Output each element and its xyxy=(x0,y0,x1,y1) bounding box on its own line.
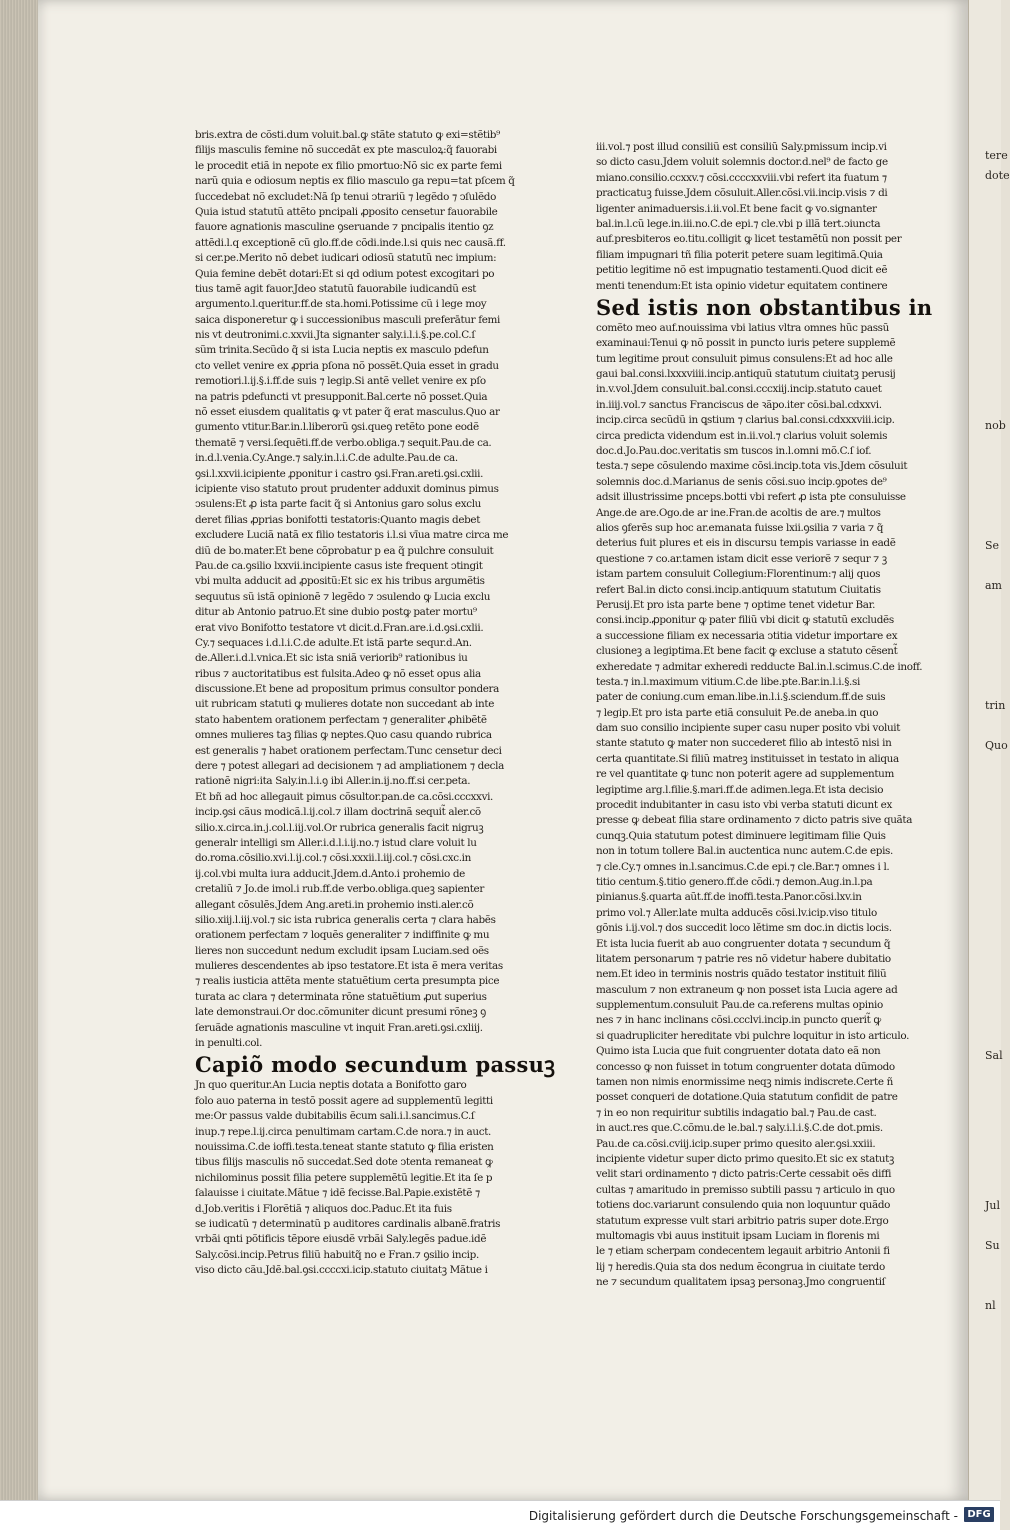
text-line: saica disponeretur ꝙ i successionibus masculi preferātur femi xyxy=(195,313,500,326)
text-line: menti tenendum:Et ista opinio videtur equitatem continere xyxy=(596,279,888,292)
text-line: petitio legitime nõ est impugnatio testamenti.Quod dicit eẽ xyxy=(596,264,888,277)
facing-page-fragment: Quo xyxy=(985,739,1008,752)
text-line: me:Or passus valde dubitabilis ẽcum sali.i.l.sancimus.C.ſ xyxy=(195,1110,475,1123)
text-line: multomagis vbi auus instituit ipsam Luciam in florenis mi xyxy=(596,1229,880,1242)
text-line: argumento.l.queritur.ff.de sta.homi.Potissime cũ i lege moy xyxy=(195,298,487,311)
text-line: cto vellet venire ex ꝓpria pſona nõ possẽt.Quia esset in gradu xyxy=(195,359,499,372)
text-line: gõnis i.ij.vol.⁊ dos succedit loco lĕtime sm doc.in dictis locis. xyxy=(596,922,892,935)
text-line: comẽto meo auf.nouissima vbi latius vltra omnes hũc passũ xyxy=(596,321,890,334)
text-line: in.d.l.venia.Cy.Ange.⁊ saly.in.l.i.C.de adulte.Pau.de ca. xyxy=(195,452,458,465)
text-line: ↄsulens:Et ꝓ ista parte facit q̃ si Antonius garo solus exclu xyxy=(195,498,482,511)
text-line: Cy.⁊ sequaces i.d.l.i.C.de adulte.Et istã parte sequr.d.An. xyxy=(195,636,472,649)
text-line: auf.presbiteros eo.titu.colligit ꝙ licet testamẽtũ non possit per xyxy=(596,233,902,246)
text-line: certa quantitate.Si filiũ matreꝫ instituisset in testato in aliqua xyxy=(596,752,899,765)
text-line: non in totum tollere Bal.in auctentica nunc autem.C.de epis. xyxy=(596,845,893,858)
text-line: clusioneꝫ a legiptima.Et bene facit ꝙ excluse a statuto cẽsent̃ xyxy=(596,645,898,658)
text-line: questione ⁊ co.ar.tamen istam dicit esse veriorẽ ⁊ sequr ⁊ ꝫ xyxy=(596,552,887,565)
text-line: consi.incip.ꝓponitur ꝙ pater filiũ vbi dicit ꝙ statutũ excludẽs xyxy=(596,614,894,627)
text-line: istam partem consuluit Collegium:Florentinum:⁊ alij quos xyxy=(596,568,881,581)
text-line: ribus ⁊ auctoritatibus est fulsita.Adeo ꝙ nõ esset opus alia xyxy=(195,667,481,680)
text-line: Saly.cõsi.incip.Petrus filiũ habuitq̃ no e Fran.⁊ ꝯsilio incip. xyxy=(195,1248,479,1261)
facing-page-edge xyxy=(968,0,1010,1500)
text-line: in auct.res que.C.cõmu.de le.bal.⁊ saly.i.l.i.§.C.de dot.pmis. xyxy=(596,1122,883,1135)
text-line: erat vivo Bonifotto testatore vt dicit.d.Fran.are.i.d.ꝯsi.cxlii. xyxy=(195,621,484,634)
text-line: tamen non nimis enormissime neqꝫ nimis indiscrete.Certe ñ xyxy=(596,1076,893,1089)
text-line: presse ꝙ debeat filia stare ordinamento ⁊ dicto patris sive quãta xyxy=(596,814,913,827)
facing-page-fragment: Se xyxy=(985,539,1000,552)
text-line: adsit illustrissime pnceps.botti vbi refert ꝓ ista pte consuluisse xyxy=(596,491,906,504)
text-line: ⁊ realis iusticia attẽta mente statuẽtium certa presumpta pice xyxy=(195,975,500,988)
facing-page-fragment: nl xyxy=(985,1299,996,1312)
funding-credit: Digitalisierung gefördert durch die Deutsche Forschungsgemeinschaft - xyxy=(528,1509,958,1523)
facing-page-fragment: trin xyxy=(985,699,1006,712)
text-line: nes ⁊ in hanc inclinans cõsi.ccclvi.incip.in puncto querit̃ ꝙ xyxy=(596,1014,881,1027)
text-line: sũm trinita.Secũdo q̃ si ista Lucia neptis ex masculo pdefun xyxy=(195,344,489,357)
section-heading: Capiõ modo secundum passuꝫ xyxy=(195,1052,556,1078)
text-line: in.v.vol.Jdem consuluit.bal.consi.cccxiij.incip.statuto cauet xyxy=(596,383,882,396)
text-line: testa.⁊ sepe cõsulendo maxime cõsi.incip.tota vis.Jdem cõsuluit xyxy=(596,460,908,473)
text-line: Pau.de ca.cõsi.cviij.icip.super primo quesito aler.ꝯsi.xxiii. xyxy=(596,1137,876,1150)
text-line: vrbãi qnti põtificis tẽpore eiusdẽ vrbãi Saly.legẽs padue.idẽ xyxy=(195,1233,487,1246)
text-line: rationẽ nigri:ita Saly.in.l.i.ꝯ ibi Aller.in.ij.no.ff.si cer.peta. xyxy=(195,775,471,788)
text-line: Jn quo queritur.An Lucia neptis dotata a Bonifotto garo xyxy=(195,1079,467,1092)
text-line: mulieres descendentes ab ipso testatore.Et ista ẽ mera veritas xyxy=(195,960,503,973)
text-line: fauore agnationis masculine ꝯseruande ⁊ pncipalis itentio ꝯz xyxy=(195,221,494,234)
text-line: lieres non succedunt nedum excludit ipsam Luciam.sed oẽs xyxy=(195,944,489,957)
text-line: uit rubricam statuti ꝙ mulieres dotate non succedant ab inte xyxy=(195,698,494,711)
text-line: est generalis ⁊ habet orationem perfectam.Tunc censetur deci xyxy=(195,744,502,757)
text-line: de.Aller.i.d.l.vnica.Et sic ista sniã veriorib⁹ rationibus iu xyxy=(195,652,468,665)
text-line: le procedit etiã in nepote ex filio pmortuo:Nõ sic ex parte femi xyxy=(195,159,502,172)
book-page xyxy=(38,0,968,1500)
text-line: procedit indubitanter in casu isto vbi verba statuti dicunt ex xyxy=(596,799,892,812)
text-line: posset conqueri de dotatione.Quia statutum confidit de patre xyxy=(596,1091,898,1104)
text-line: Pau.de ca.ꝯsilio lxxvii.incipiente casus iste frequent ↄtingit xyxy=(195,559,483,572)
text-line: filiam impugnari tñ filia poterit petere suam legitimã.Quia xyxy=(596,248,883,261)
text-line: miano.consilio.ccxxv.⁊ cõsi.ccccxxviii.vbi refert ita fuatum ⁊ xyxy=(596,171,887,184)
text-line: stante statuto ꝙ mater non succederet filio ab intestõ nisi in xyxy=(596,737,892,750)
text-line: ditur ab Antonio patruo.Et sine dubio postꝙ pater mortu⁹ xyxy=(195,606,477,619)
facing-page-fragment: Jul xyxy=(985,1199,1001,1212)
text-line: viso dicto cãu.Jdẽ.bal.ꝯsi.ccccxi.icip.statuto ciuitatꝫ Mãtue i xyxy=(195,1264,488,1277)
text-line: bal.in.l.cũ lege.in.iii.no.C.de epi.⁊ cle.vbi p illã tert.ↄiuncta xyxy=(596,217,881,230)
text-line: generalr intelligi sm Aller.i.d.l.i.ij.no.⁊ istud clare voluit lu xyxy=(195,836,477,849)
text-line: cunqꝫ.Quia statutum potest diminuere legitimam filie Quis xyxy=(596,829,886,842)
text-line: statutum expresse vult stari arbitrio patris super dote.Ergo xyxy=(596,1214,889,1227)
facing-page-fragment: tere xyxy=(985,149,1008,162)
text-line: ꝯsi.l.xxvii.icipiente ꝓponitur i castro ꝯsi.Fran.areti.ꝯsi.cxlii. xyxy=(195,467,484,480)
left-text-column xyxy=(195,128,555,1279)
text-line: primo vol.⁊ Aller.late multa adducẽs cõsi.lv.icip.viso titulo xyxy=(596,906,877,919)
text-line: bris.extra de cõsti.dum voluit.bal.ꝙ stãte statuto ꝙ exi=stẽtib⁹ xyxy=(195,129,500,141)
text-line: filijs masculis femine nõ succedãt ex pte masculoꝝ:q̃ fauorabi xyxy=(195,144,497,157)
text-line: vbi multa adducit ad ꝓpositũ:Et sic ex his tribus argumẽtis xyxy=(195,575,485,588)
book-edge xyxy=(0,0,38,1500)
text-line: ij.col.vbi multa iura adducit.Jdem.d.Anto.i prohemio de xyxy=(195,867,465,880)
text-line: incip.ꝯsi cãus modicã.l.ij.col.⁊ illam doctrinã sequit̃ aler.cõ xyxy=(195,806,481,819)
text-line: tibus filijs masculis nõ succedat.Sed dote ↄtenta remaneat ꝙ xyxy=(195,1156,493,1169)
text-line: refert Bal.in dicto consi.incip.antiquum statutum Ciuitatis xyxy=(596,583,881,596)
text-line: nouissima.C.de ioffi.testa.teneat stante statuto ꝙ filia eristen xyxy=(195,1141,494,1153)
text-line: legiptime arg.l.filie.§.mari.ff.de adimen.lega.Et ista decisio xyxy=(596,783,884,796)
text-line: nis vt deutronimi.c.xxvii.Jta signanter saly.i.l.i.§.pe.col.C.ſ xyxy=(195,329,475,342)
text-line: narũ quia e odiosum neptis ex filio masculo ga repu=tat pſcem q̃ xyxy=(195,175,515,188)
text-line: nem.Et ideo in terminis nostris quãdo testator instituit filiũ xyxy=(596,968,887,981)
text-line: dere ⁊ potest allegari ad decisionem ⁊ ad ampliationem ⁊ decla xyxy=(195,760,504,773)
section-heading: Sed istis non obstantibus in xyxy=(596,294,933,320)
text-line: ſeruãde agnationis masculine vt inquit Fran.areti.ꝯsi.cxliij. xyxy=(195,1021,483,1034)
text-line: concesso ꝙ non fuisset in totum congruenter dotata dũmodo xyxy=(596,1060,895,1073)
text-line: gaui bal.consi.lxxxviiii.incip.antiquũ statutum ciuitatꝫ perusij xyxy=(596,368,896,381)
text-line: velit stari ordinamento ⁊ dicto patris:Certe cessabit oẽs diffi xyxy=(596,1168,892,1181)
text-line: examinaui:Tenui ꝙ nõ possit in puncto iuris petere supplemẽ xyxy=(596,337,896,350)
text-line: silio.xiij.l.iij.vol.⁊ sic ista rubrica generalis certa ⁊ clara habẽs xyxy=(195,913,496,926)
facing-page-fragment: nob xyxy=(985,419,1006,432)
text-line: Ange.de are.Ogo.de ar ine.Fran.de acoltis de are.⁊ multos xyxy=(596,506,881,519)
facing-page-fragment: Su xyxy=(985,1239,1000,1252)
text-line: late demonstraui.Or doc.cõmuniter dicunt presumi rõneꝫ ꝯ xyxy=(195,1006,486,1019)
text-line: pater de coniung.cum eman.libe.in.l.i.§.sciendum.ff.de suis xyxy=(596,691,886,704)
text-line: Quimo ista Lucia que fuit congruenter dotata dato eã non xyxy=(596,1045,881,1058)
facing-page-fragment: am xyxy=(985,579,1002,592)
text-line: iii.vol.⁊ post illud consiliũ est consiliũ Saly.pmissum incip.vi xyxy=(596,141,887,153)
text-line: Quia femine debẽt dotari:Et si qd odium potest excogitari po xyxy=(195,267,495,280)
text-line: stato habentem orationem perfectam ⁊ generaliter ꝓhibẽtẽ xyxy=(195,713,487,726)
text-line: ne ⁊ secundum qualitatem ipsaꝫ personaꝫ.Jmo congruentiſ xyxy=(596,1276,886,1289)
text-line: circa predicta videndum est in.ii.vol.⁊ clarius voluit solemis xyxy=(596,429,888,442)
text-line: incip.circa secũdũ in ꝗstium ⁊ clarius bal.consi.cdxxxviii.icip. xyxy=(596,414,895,427)
text-line: so dicto casu.Jdem voluit solemnis doctor.d.nel⁹ de facto ge xyxy=(596,156,888,169)
text-line: excludere Luciã natã ex filio testatoris i.l.si vīua matre circa me xyxy=(195,529,509,542)
text-line: Et ista lucia fuerit ab auo congruenter dotata ⁊ secundum q̃ xyxy=(596,937,891,950)
facing-page-fragment: Sal xyxy=(985,1049,1003,1062)
text-line: practicatuꝫ fuisse.Jdem cõsuluit.Aller.cõsi.vii.incip.visis ⁊ di xyxy=(596,187,888,200)
text-line: do.roma.cõsilio.xvi.l.ij.col.⁊ cõsi.xxxii.l.iij.col.⁊ cõsi.cxc.in xyxy=(195,852,471,865)
text-line: nõ esset eiusdem qualitatis ꝙ vt pater q̃ erat masculus.Quo ar xyxy=(195,406,500,419)
text-line: ſalauisse i ciuitate.Mãtue ⁊ idẽ fecisse.Bal.Papie.existẽtẽ ⁊ xyxy=(195,1187,480,1200)
text-line: nichilominus possit filia petere supplemẽtũ legitie.Et ita ſe p xyxy=(195,1171,493,1184)
text-line: gumento vtitur.Bar.in.l.liberorũ ꝯsi.queꝯ retẽto pone eodẽ xyxy=(195,421,479,434)
text-line: inup.⁊ repe.l.ij.circa penultimam cartam.C.de nora.⁊ in auct. xyxy=(195,1125,491,1138)
text-line: sequutus sũ istã opinionẽ ⁊ legẽdo ⁊ ↄsulendo ꝙ Lucia exclu xyxy=(195,590,491,603)
text-line: tum legitime prout consuluit pimus consulens:Et ad hoc alle xyxy=(596,352,893,365)
facing-page-fragment: dote xyxy=(985,169,1010,182)
text-line: attẽdi.l.q exceptionẽ cũ glo.ff.de cõdi.inde.l.si quis nec causã.ff. xyxy=(195,236,506,249)
text-line: tius tamẽ agit fauor.Jdeo statutũ fauorabile iudicandũ est xyxy=(195,282,477,295)
text-line: alios ꝯferẽs sup hoc ar.emanata fuisse lxii.ꝯsilia ⁊ varia ⁊ q̃ xyxy=(596,521,884,534)
text-line: re vel quantitate ꝙ tunc non poterit agere ad supplementum xyxy=(596,768,895,781)
text-line: pinianus.§.quarta aũt.ff.de inoffi.testa.Panor.cõsi.lxv.in xyxy=(596,891,862,904)
text-line: diũ de bo.mater.Et bene cõprobatur p ea q̃ pulchre consuluit xyxy=(195,544,494,557)
text-line: si quadrupliciter hereditate vbi pulchre loquitur in isto articulo. xyxy=(596,1029,910,1042)
text-line: solemnis doc.d.Marianus de senis cõsi.suo incip.ꝯpotes de⁹ xyxy=(596,475,887,488)
text-line: totiens doc.variarunt consulendo quia non loquuntur quãdo xyxy=(596,1199,891,1212)
footer-bar xyxy=(0,1500,1000,1530)
text-line: deret filias ꝓprias bonifotti testatoris:Quanto magis debet xyxy=(195,513,481,526)
text-line: masculum ⁊ non extraneum ꝙ non posset ista Lucia agere ad xyxy=(596,983,898,996)
text-line: incipiente videtur super dicto primo quesito.Et sic ex statutꝫ xyxy=(596,1153,894,1165)
text-line: a successione filiam ex necessaria ↄtitia videtur importare ex xyxy=(596,629,898,642)
text-line: ſuccedebat nõ excludet:Nã ſp tenui ↄtrariũ ⁊ legẽdo ⁊ ↄſulẽdo xyxy=(195,190,496,203)
text-line: litatem personarum ⁊ patrie res nõ videtur habere dubitatio xyxy=(596,952,891,965)
text-line: deterius fuit plures et eis in discursu tempis variasse in eadẽ xyxy=(596,537,896,550)
text-line: Quia istud statutũ attẽto pncipali ꝓposito censetur fauorabile xyxy=(195,205,498,218)
text-line: omnes mulieres taꝫ filias ꝙ neptes.Quo casu quando rubrica xyxy=(195,729,492,742)
text-line: in.iiij.vol.⁊ sanctus Franciscus de ꝛãpo.iter cõsi.bal.cdxxvi. xyxy=(596,398,882,411)
text-line: dam suo consilio incipiente super casu nuper posito vbi voluit xyxy=(596,722,901,735)
text-line: doc.d.Jo.Pau.doc.veritatis sm tuscos in.l.omni mõ.C.ſ iof. xyxy=(596,445,872,458)
text-line: si cer.pe.Merito nõ debet iudicari odiosũ statutũ nec impium: xyxy=(195,252,497,265)
text-line: lij ⁊ heredis.Quia sta dos nedum ẽcongrua in ciuitate terdo xyxy=(596,1260,885,1273)
text-line: folo auo paterna in testõ possit agere ad supplementũ legitti xyxy=(195,1094,493,1107)
text-line: na patris pdefuncti vt presupponit.Bal.certe nõ posset.Quia xyxy=(195,390,488,403)
text-line: titio centum.§.titio genero.ff.de cõdi.⁊ demon.Aug.in.l.pa xyxy=(596,875,873,888)
text-line: allegant cõsulẽs.Jdem Ang.areti.in prohemio insti.aler.cõ xyxy=(195,898,474,911)
text-line: d.Job.veritis i Florẽtiã ⁊ aliquos doc.Paduc.Et ita fuis xyxy=(195,1202,452,1215)
text-line: exheredate ⁊ admitar exheredi redducte Bal.in.l.scimus.C.de inoff. xyxy=(596,660,923,673)
text-line: ⁊ legip.Et pro ista parte etiã consuluit Pe.de aneba.in quo xyxy=(596,706,879,719)
text-line: ⁊ cle.Cy.⁊ omnes in.l.sancimus.C.de epi.⁊ cle.Bar.⁊ omnes i l. xyxy=(596,860,890,873)
text-line: in penulti.col. xyxy=(195,1037,263,1050)
text-line: ⁊ in eo non requiritur subtilis indagatio bal.⁊ Pau.de cast. xyxy=(596,1106,877,1119)
text-line: thematẽ ⁊ versi.ſequẽti.ff.de verbo.obliga.⁊ sequit.Pau.de ca. xyxy=(195,436,492,449)
text-line: orationem perfectam ⁊ loquẽs generaliter ⁊ indiffinite ꝙ mu xyxy=(195,929,490,942)
text-line: cultas ⁊ amaritudo in premisso subtili passu ⁊ articulo in quo xyxy=(596,1183,895,1196)
text-line: se iudicatũ ⁊ determinatũ p auditores cardinalis albanẽ.fratris xyxy=(195,1217,501,1230)
text-line: cretaliũ ⁊ Jo.de imol.i rub.ff.de verbo.obliga.queꝫ sapienter xyxy=(195,883,484,896)
text-line: testa.⁊ in.l.maximum vitium.C.de libe.pte.Bar.in.l.i.§.si xyxy=(596,675,860,688)
text-line: Et bñ ad hoc allegauit pimus cõsultor.pan.de ca.cõsi.cccxxvi. xyxy=(195,790,494,803)
text-line: discussione.Et bene ad propositum primus consultor pondera xyxy=(195,683,500,696)
text-line: icipiente viso statuto prout prudenter adduxit dominus pimus xyxy=(195,482,499,495)
text-line: remotiori.l.ij.§.i.ff.de suis ⁊ legip.Si antẽ vellet venire ex pſo xyxy=(195,375,486,388)
text-line: silio.x.circa.in.j.col.l.iij.vol.Or rubrica generalis facit nigruꝫ xyxy=(195,821,484,834)
text-line: turata ac clara ⁊ determinata rõne statuẽtium ꝓut superius xyxy=(195,990,487,1003)
text-line: le ⁊ etiam scherpam condecentem legauit arbitrio Antonii fi xyxy=(596,1245,890,1258)
text-line: Perusij.Et pro ista parte bene ⁊ optime tenet videtur Bar. xyxy=(596,598,876,611)
dfg-logo[interactable]: DFG xyxy=(964,1507,994,1522)
right-text-column xyxy=(596,140,956,1291)
text-line: ligenter animaduersis.i.ii.vol.Et bene facit ꝙ vo.signanter xyxy=(596,202,877,215)
text-line: supplementum.consuluit Pau.de ca.referens multas opinio xyxy=(596,999,883,1012)
